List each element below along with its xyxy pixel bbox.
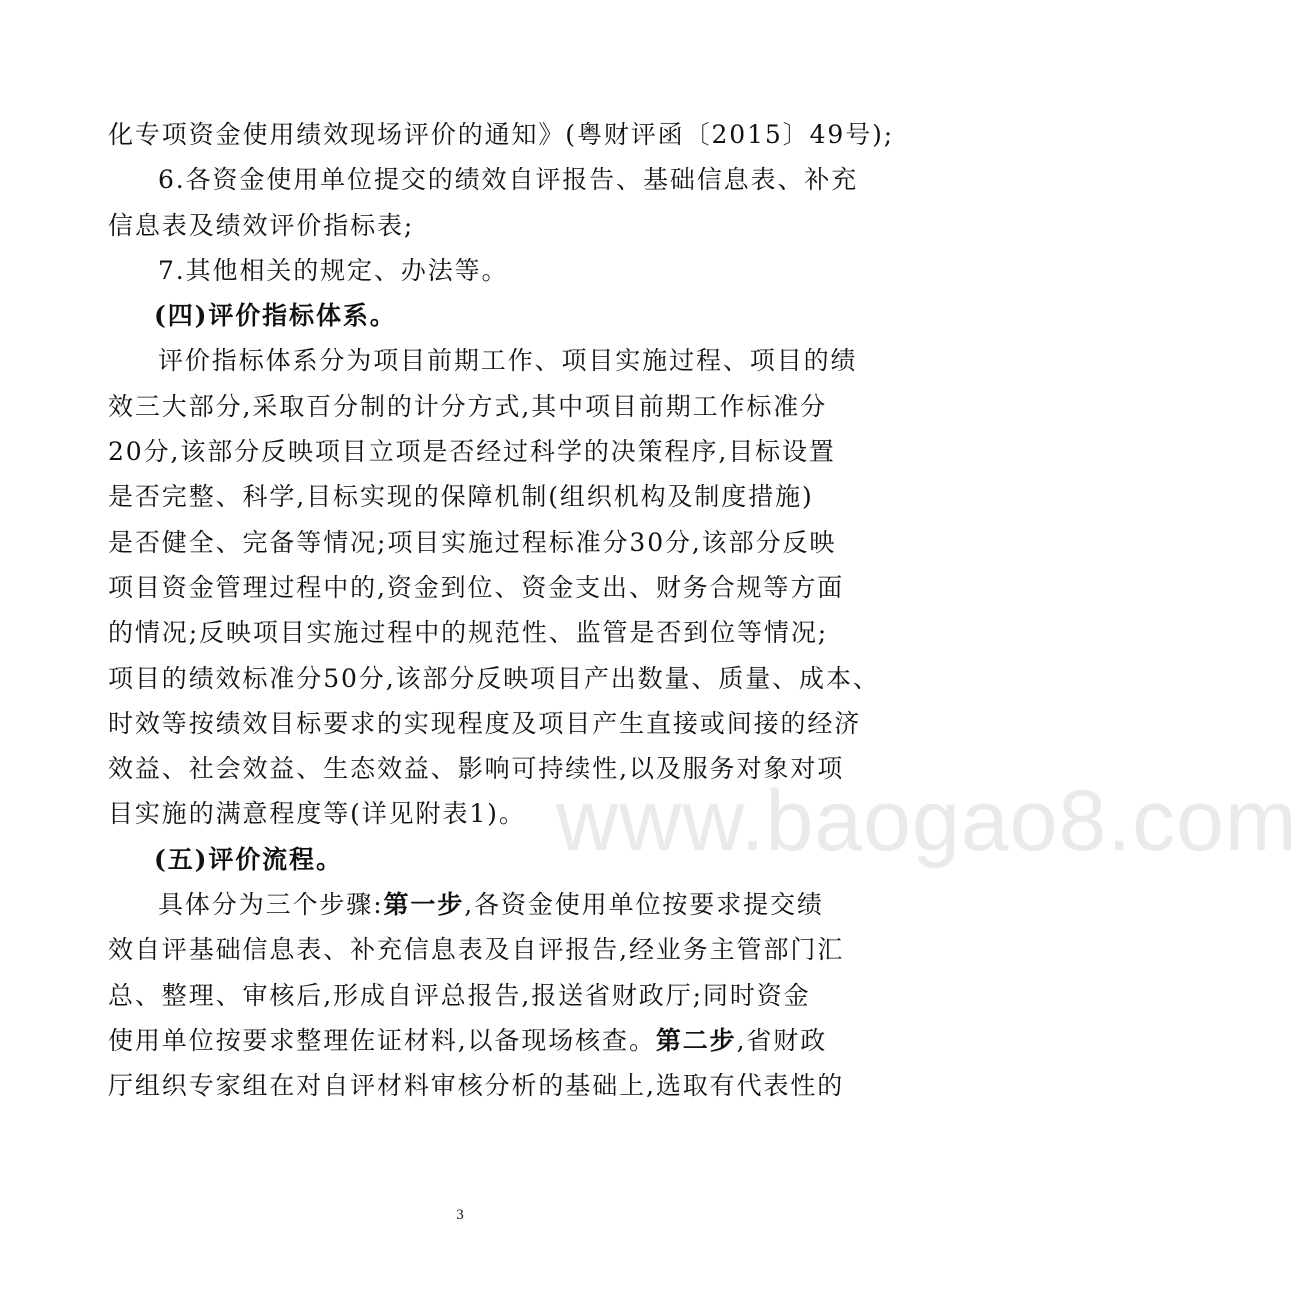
- page-number: 3: [456, 1207, 464, 1223]
- list-item-6: 6.各资金使用单位提交的绩效自评报告、基础信息表、补充: [158, 165, 859, 195]
- section-heading-evaluation-index-system: (四)评价指标体系。: [154, 301, 397, 331]
- watermark: www.baogao8.com: [556, 773, 1298, 869]
- paragraph-line-7: 的情况;反映项目实施过程中的规范性、监管是否到位等情况;: [108, 618, 829, 648]
- paragraph-line-3: 20分,该部分反映项目立项是否经过科学的决策程序,目标设置: [108, 437, 836, 467]
- step-paragraph-line-5: 厅组织专家组在对自评材料审核分析的基础上,选取有代表性的: [108, 1071, 845, 1101]
- step-paragraph-line-3: 总、整理、审核后,形成自评总报告,报送省财政厅;同时资金: [108, 980, 811, 1010]
- step-one-label: 第一步: [383, 890, 465, 920]
- step-one-text: ,各资金使用单位按要求提交绩: [464, 890, 824, 920]
- paragraph-line-11: 目实施的满意程度等(详见附表1)。: [108, 799, 526, 829]
- step-two-label: 第二步: [655, 1025, 737, 1055]
- step-intro-text: 具体分为三个步骤:: [158, 890, 384, 920]
- paragraph-line-6: 项目资金管理过程中的,资金到位、资金支出、财务合规等方面: [108, 572, 845, 602]
- text-line-notice-citation: 化专项资金使用绩效现场评价的通知》(粤财评函〔2015〕49号);: [108, 120, 895, 149]
- paragraph-line-1: 评价指标体系分为项目前期工作、项目实施过程、项目的绩: [158, 346, 858, 376]
- paragraph-line-10: 效益、社会效益、生态效益、影响可持续性,以及服务对象对项: [108, 754, 845, 784]
- paragraph-line-5: 是否健全、完备等情况;项目实施过程标准分30分,该部分反映: [108, 527, 837, 557]
- paragraph-line-8: 项目的绩效标准分50分,该部分反映项目产出数量、质量、成本、: [108, 663, 880, 693]
- step-paragraph-line-2: 效自评基础信息表、补充信息表及自评报告,经业务主管部门汇: [108, 935, 845, 965]
- paragraph-line-2: 效三大部分,采取百分制的计分方式,其中项目前期工作标准分: [108, 391, 828, 421]
- step-two-text: ,省财政: [736, 1025, 828, 1055]
- step-paragraph-line-1: [108, 882, 824, 927]
- section-heading-evaluation-process: (五)评价流程。: [154, 844, 343, 874]
- paragraph-line-4: 是否完整、科学,目标实现的保障机制(组织机构及制度措施): [108, 482, 814, 512]
- paragraph-line-9: 时效等按绩效目标要求的实现程度及项目产生直接或间接的经济: [108, 708, 862, 738]
- step-paragraph-line-4: [108, 1018, 828, 1063]
- list-item-7: 7.其他相关的规定、办法等。: [158, 255, 509, 285]
- step-one-end-text: 使用单位按要求整理佐证材料,以备现场核查。: [108, 1025, 656, 1055]
- list-item-6-continued: 信息表及绩效评价指标表;: [108, 210, 415, 240]
- document-body: [108, 112, 895, 1109]
